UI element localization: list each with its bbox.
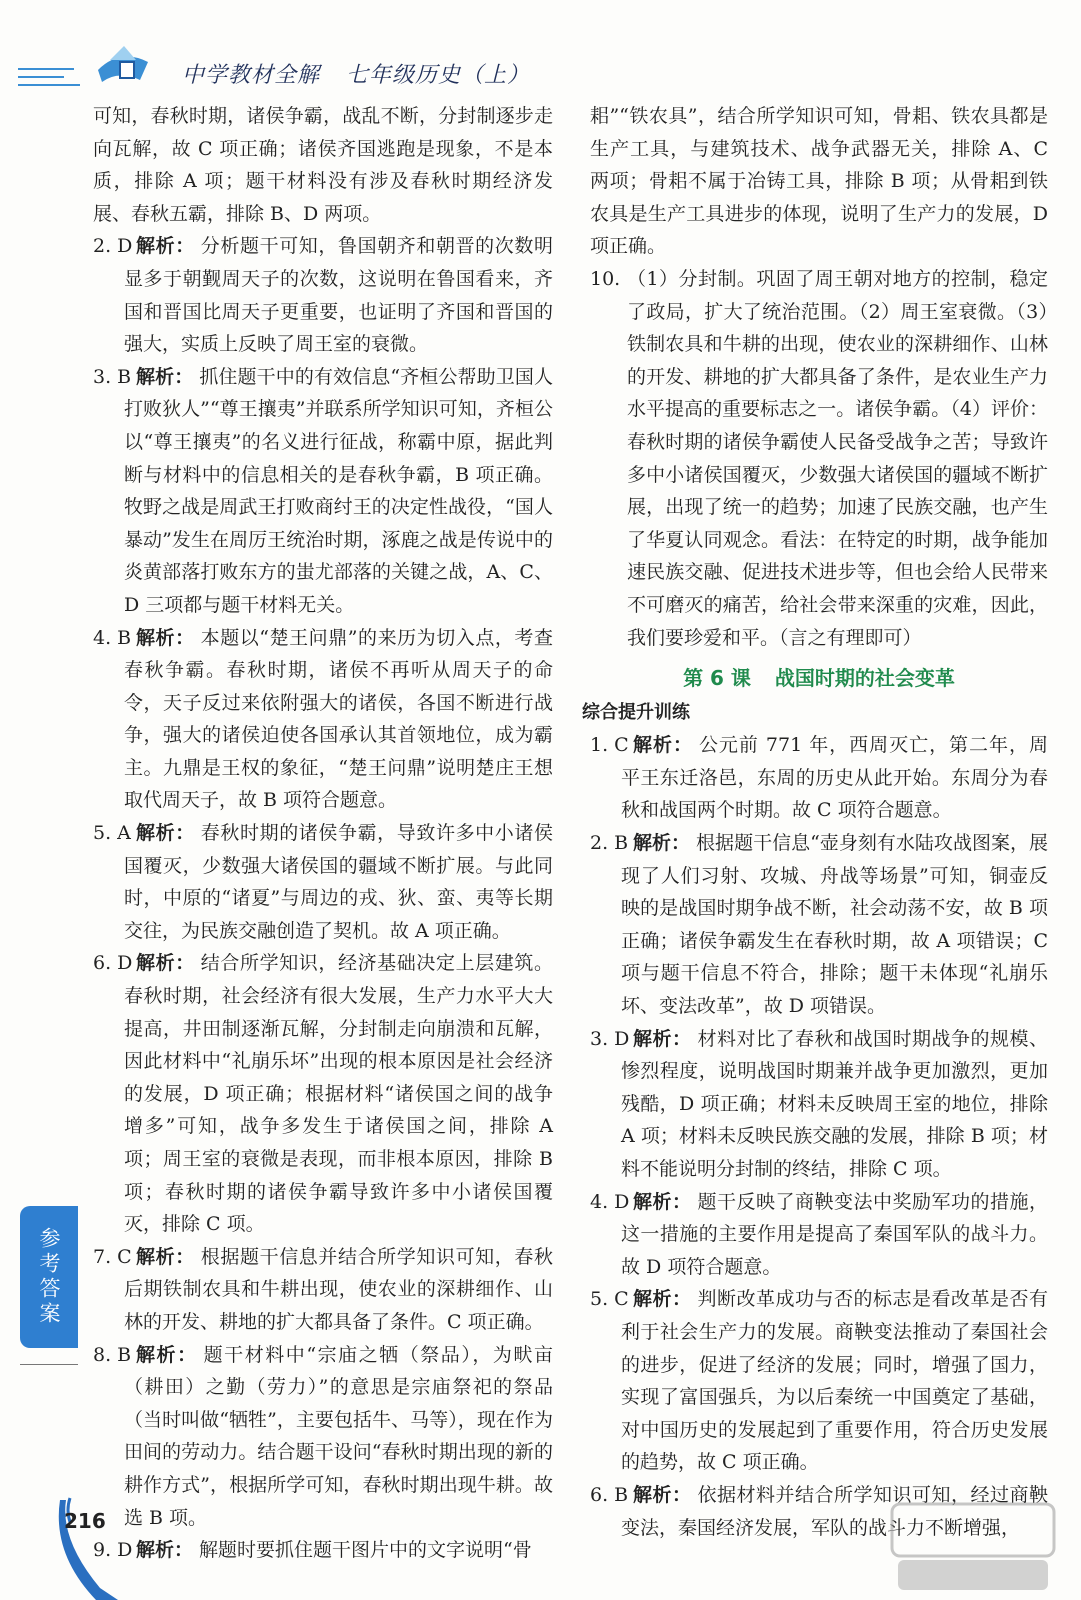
answer-item [93, 622, 553, 818]
answer-number: 4. B [93, 626, 132, 649]
answer-number: 3. D [590, 1027, 630, 1050]
side-divider [20, 1364, 78, 1365]
analysis-label: 解析： [136, 626, 195, 649]
book-subject: 七年级历史（上） [346, 63, 531, 88]
analysis-label: 解析： [633, 734, 693, 757]
answer-item [93, 361, 553, 622]
answer-text: 分析题干可知，鲁国朝齐和朝晋的次数明显多于朝觐周天子的次数，这说明在鲁国看来，齐国和晋国比周天子更重要，也证明了齐国和晋国的强大，实质上反映了周王室的衰微。 [124, 235, 553, 356]
lesson-heading [590, 662, 1048, 695]
analysis-label: 解析： [633, 832, 691, 855]
lesson-title: 战国时期的社会变革 [774, 666, 955, 691]
answer-item [590, 729, 1048, 827]
analysis-label: 解析： [136, 1245, 195, 1268]
answer-item [93, 1241, 553, 1339]
answer-number: 7. C [93, 1245, 132, 1268]
left-column [93, 100, 553, 1567]
analysis-label: 解析： [136, 1343, 198, 1366]
answer-number: 9. D [93, 1539, 133, 1562]
continuation-text: 可知，春秋时期，诸侯争霸，战乱不断，分封制逐步走向瓦解，故 C 项正确；诸侯齐国逃跑是现象，不是本质，排除 A 项；题干材料没有涉及春秋时期经济发展、春秋五霸，排除 B、D 两项。 [93, 105, 553, 225]
page-header [0, 0, 1081, 100]
answer-item [93, 817, 553, 947]
answer-item [590, 263, 1048, 654]
answer-item [93, 1339, 553, 1535]
analysis-label: 解析： [633, 1190, 692, 1213]
answer-text: 抓住题干中的有效信息“齐桓公帮助卫国人打败狄人”“尊王攘夷”并联系所学知识可知，齐桓公以“尊王攘夷”的名义进行征战，称霸中原，据此判断与材料中的信息相关的是春秋争霸，B 项正确。牧野之战是周武王打败商纣王的决定性战役，“国人暴动”发生在周厉王统治时期，涿鹿之战是传说中的炎黄部落打败东方的蚩尤部落的关键之战，A、C、D 三项都与题干材料无关。 [124, 365, 553, 616]
answer-text: 判断改革成功与否的标志是看改革是否有利于社会生产力的发展。商鞅变法推动了秦国社会的进步，促进了经济的发展；同时，增强了国力，实现了富国强兵，为以后秦统一中国奠定了基础，对中国历史的发展起到了重要作用，符合历史发展的趋势，故 C 项正确。 [621, 1288, 1048, 1474]
header-title [182, 58, 556, 89]
answer-number: 4. D [590, 1190, 630, 1213]
book-logo-icon [90, 40, 160, 88]
analysis-label: 解析： [136, 1539, 194, 1562]
answer-text: 根据题干信息并结合所学知识可知，春秋后期铁制农具和牛耕出现，使农业的深耕细作、山林的开发、耕地的扩大都具备了条件。C 项正确。 [124, 1245, 553, 1333]
analysis-label: 解析： [633, 1027, 692, 1050]
answer-text: 本题以“楚王问鼎”的来历为切入点，考查春秋争霸。春秋时期，诸侯不再听从周天子的命令，天子反过来依附强大的诸侯，各国不断进行战争，强大的诸侯迫使各国承认其首领地位，成为霸主。九鼎是王权的象征，“楚王问鼎”说明楚庄王想取代周天子，故 B 项符合题意。 [124, 626, 553, 812]
answer-number: 6. B [590, 1483, 629, 1506]
answer-item [93, 1534, 553, 1567]
answer-number: 6. D [93, 952, 133, 975]
answer-text: 结合所学知识，经济基础决定上层建筑。春秋时期，社会经济有很大发展，生产力水平大大提高，井田制逐渐瓦解，分封制走向崩溃和瓦解，因此材料中“礼崩乐坏”出现的根本原因是社会经济的发展，D 项正确；根据材料“诸侯国之间的战争增多”可知，战争多发生于诸侯国之间，排除 A 项；周王室的衰微是表现，而非根本原因，排除 B 项；春秋时期的诸侯争霸导致许多中小诸侯国覆灭，排除 C 项。 [124, 952, 553, 1236]
page-number: 216 [64, 1509, 106, 1533]
analysis-label: 解析： [136, 235, 195, 258]
answer-text: 依据材料并结合所学知识可知，经过商鞅变法，秦国经济发展，军队的战斗力不断增强， [621, 1483, 1048, 1539]
header-decor-lines [18, 68, 80, 92]
answer-item [590, 827, 1048, 1023]
corner-swoosh-icon [0, 1470, 150, 1600]
analysis-label: 解析： [633, 1288, 692, 1311]
book-title: 中学教材全解 [182, 63, 321, 88]
continuation-text: 耜”“铁农具”，结合所学知识可知，骨耜、铁农具都是生产工具，与建筑技术、战争武器无关，排除 A、C 两项；骨耜不属于冶铸工具，排除 B 项；从骨耜到铁农具是生产工具进步的体现，说明了生产力的发展，D 项正确。 [590, 105, 1048, 258]
answer-text: 材料对比了春秋和战国时期战争的规模、惨烈程度，说明战国时期兼并战争更加激烈，更加残酷，D 项正确；材料未反映周王室的地位，排除 A 项；材料未反映民族交融的发展，排除 B 项；材料不能说明分封制的终结，排除 C 项。 [621, 1027, 1048, 1180]
answer-item [93, 230, 553, 360]
answer-number: 1. C [590, 734, 629, 757]
answer-number: 5. C [590, 1288, 629, 1311]
answer-number: 2. D [93, 235, 133, 258]
answer-item [590, 1283, 1048, 1479]
answer-text: 根据题干信息“壶身刻有水陆攻战图案，展现了人们习射、攻城、舟战等场景”可知，铜壶反映的是战国时期争战不断，社会动荡不安，故 B 项正确；诸侯争霸发生在春秋时期，故 A 项错误；C 项与题干信息不符合，排除；题干未体现“礼崩乐坏、变法改革”，故 D 项错误。 [621, 832, 1048, 1018]
analysis-label: 解析： [136, 365, 194, 388]
answer-text: 解题时要抓住题干图片中的文字说明“骨 [199, 1539, 532, 1562]
answer-number: 2. B [590, 832, 629, 855]
right-column [582, 100, 1048, 1544]
analysis-label: 解析： [136, 822, 195, 845]
answer-item [93, 947, 553, 1240]
answer-number: 5. A [93, 822, 131, 845]
answer-number: 10. [590, 267, 621, 290]
analysis-label: 解析： [633, 1483, 692, 1506]
answer-text: （1）分封制。巩固了周王朝对地方的控制，稳定了政局，扩大了统治范围。（2）周王室衰微。（3）铁制农具和牛耕的出现，使农业的深耕细作、山林的开发、耕地的扩大都具备了条件，是农业生产力水平提高的重要标志之一。诸侯争霸。（4）评价：春秋时期的诸侯争霸使人民备受战争之苦；导致许多中小诸侯国覆灭，少数强大诸侯国的疆域不断扩展，出现了统一的趋势；加速了民族交融，也产生了华夏认同观念。看法：在特定的时期，战争能加速民族交融、促进技术进步等，但也会给人民带来不可磨灭的痛苦，给社会带来深重的灾难，因此，我们要珍爱和平。（言之有理即可） [627, 267, 1048, 649]
answer-key-tab: 参考答案 [20, 1206, 78, 1348]
answer-item [590, 1186, 1048, 1284]
watermark-logo-icon [888, 1498, 1058, 1594]
section-heading: 综合提升训练 [582, 701, 690, 723]
answer-number: 8. B [93, 1343, 132, 1366]
answer-number: 3. B [93, 365, 132, 388]
answer-text: 春秋时期的诸侯争霸，导致许多中小诸侯国覆灭，少数强大诸侯国的疆域不断扩展。与此同时，中原的“诸夏”与周边的戎、狄、蛮、夷等长期交往，为民族交融创造了契机。故 A 项正确。 [124, 822, 553, 942]
lesson-number: 第 6 课 [683, 666, 751, 691]
answer-item [590, 1023, 1048, 1186]
answer-text: 题干反映了商鞅变法中奖励军功的措施，这一措施的主要作用是提高了秦国军队的战斗力。故 D 项符合题意。 [621, 1190, 1048, 1278]
answer-text: 公元前 771 年，西周灭亡，第二年，周平王东迁洛邑，东周的历史从此开始。东周分为春秋和战国两个时期。故 C 项符合题意。 [621, 734, 1048, 822]
analysis-label: 解析： [136, 952, 195, 975]
answer-text: 题干材料中“宗庙之牺（祭品），为畎亩（耕田）之勤（劳力）”的意思是宗庙祭祀的祭品（当时叫做“牺牲”，主要包括牛、马等），现在作为田间的劳动力。结合题干设问“春秋时期出现的新的耕作方式”，根据所学可知，春秋时期出现牛耕。故选 B 项。 [124, 1343, 553, 1529]
